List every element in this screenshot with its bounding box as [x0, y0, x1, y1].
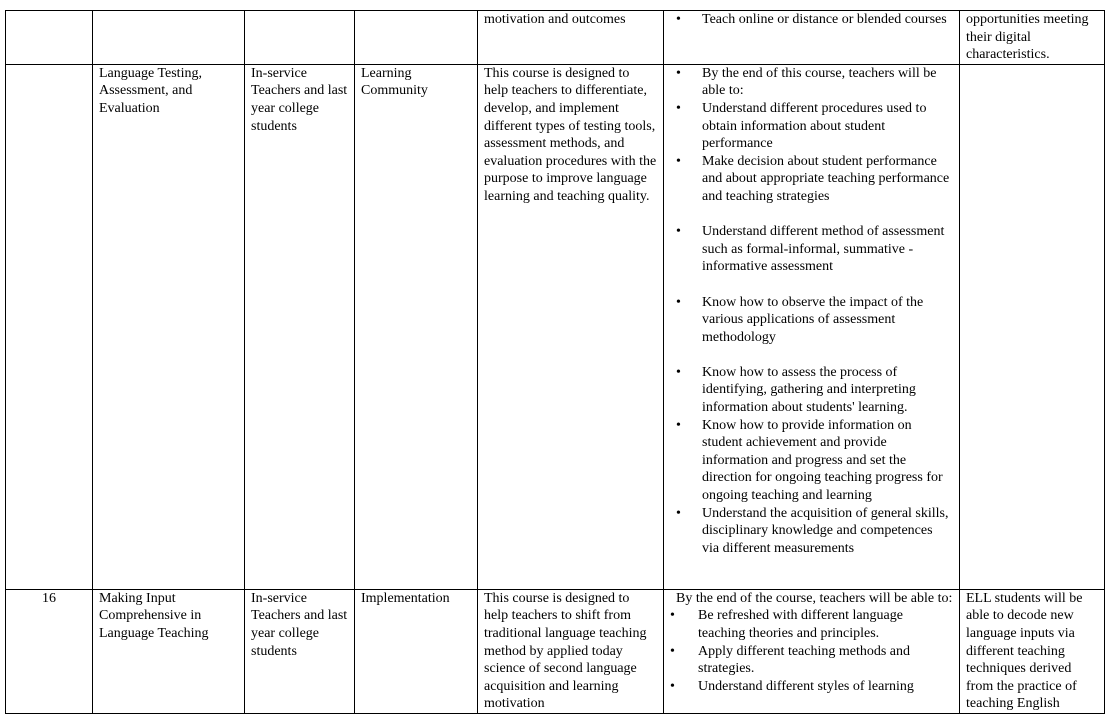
model-cell: Learning Community	[355, 64, 478, 589]
target-cell	[245, 11, 355, 65]
list-item: • Understand the acquisition of general skills, disciplinary knowledge and competences via different measurements	[670, 505, 953, 558]
course-title-cell	[93, 11, 245, 65]
description-cell: motivation and outcomes	[478, 11, 664, 65]
objectives-cell	[664, 589, 960, 713]
list-item: • Be refreshed with different language teaching theories and principles.	[670, 607, 953, 642]
list-item: • Understand different method of assessment such as formal-informal, summative -informative assessment	[670, 223, 953, 276]
course-table	[5, 10, 1105, 714]
list-item: • By the end of this course, teachers will be able to:	[670, 65, 953, 100]
model-cell: Implementation	[355, 589, 478, 713]
outcomes-cell: ELL students will be able to decode new language inputs via different teaching techniques derived from the practice of teaching English	[960, 589, 1105, 713]
list-item: • Know how to provide information on student achievement and provide information and progress and set the direction for ongoing teaching progress for ongoing teaching and learning	[670, 417, 953, 505]
list-item: • Know how to observe the impact of the various applications of assessment methodology	[670, 294, 953, 347]
course-title-cell: Language Testing, Assessment, and Evaluation	[93, 64, 245, 589]
description-cell: This course is designed to help teachers to shift from traditional language teaching method by applied today science of second language acquisition and learning motivation	[478, 589, 664, 713]
target-cell: In-service Teachers and last year college students	[245, 64, 355, 589]
list-item: • Make decision about student performance and about appropriate teaching performance and teaching strategies	[670, 153, 953, 206]
list-item: • Understand different styles of learning	[670, 678, 953, 696]
objectives-cell	[664, 64, 960, 589]
list-item: • Know how to assess the process of identifying, gathering and interpreting information about students' learning.	[670, 364, 953, 417]
course-number-cell	[6, 11, 93, 65]
outcomes-cell	[960, 64, 1105, 589]
list-item: • Apply different teaching methods and strategies.	[670, 643, 953, 678]
list-item: • Teach online or distance or blended courses	[670, 11, 953, 29]
course-number-cell: 16	[6, 589, 93, 713]
outcomes-cell: opportunities meeting their digital characteristics.	[960, 11, 1105, 65]
course-title-cell: Making Input Comprehensive in Language Teaching	[93, 589, 245, 713]
objectives-list	[670, 11, 953, 29]
description-cell: This course is designed to help teachers to differentiate, develop, and implement different types of testing tools, assessment methods, and evaluation procedures with the purpose to improve language learning and teaching quality.	[478, 64, 664, 589]
objectives-intro: By the end of the course, teachers will be able to:	[676, 590, 953, 606]
table-row	[6, 589, 1105, 713]
table-row	[6, 64, 1105, 589]
list-item: • Understand different procedures used to obtain information about student performance	[670, 100, 953, 153]
target-cell: In-service Teachers and last year college students	[245, 589, 355, 713]
objectives-cell	[664, 11, 960, 65]
objectives-list	[670, 65, 953, 558]
model-cell	[355, 11, 478, 65]
objectives-list	[670, 607, 953, 695]
table-row	[6, 11, 1105, 65]
course-number-cell	[6, 64, 93, 589]
